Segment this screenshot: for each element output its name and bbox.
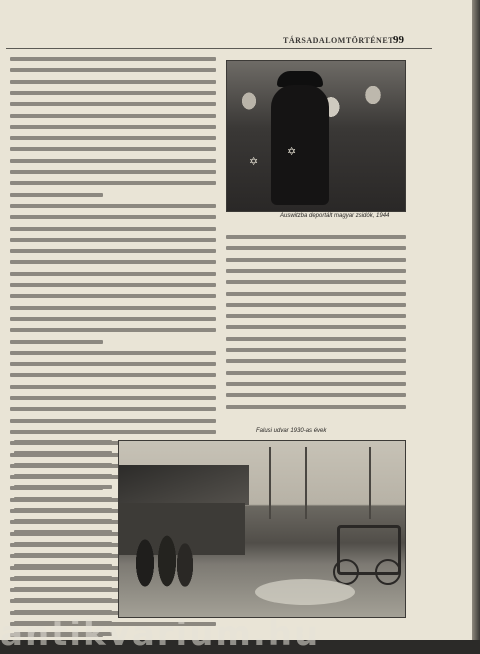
text-line: [10, 193, 103, 197]
star-badge-icon: ✡: [249, 155, 259, 168]
header-rule: [6, 48, 432, 49]
text-line: [10, 328, 216, 332]
text-line: [10, 102, 216, 106]
text-line: [14, 508, 112, 512]
text-line: [10, 373, 216, 377]
text-line: [226, 258, 406, 262]
text-line: [10, 125, 216, 129]
text-line: [10, 91, 216, 95]
text-line: [14, 463, 112, 467]
text-line: [10, 114, 216, 118]
text-line: [226, 393, 406, 397]
text-line: [10, 272, 216, 276]
text-line: [10, 181, 216, 185]
text-line: [226, 235, 406, 239]
text-line: [14, 576, 112, 580]
text-line: [226, 314, 406, 318]
text-line: [10, 159, 216, 163]
text-line: [10, 57, 216, 61]
text-line: [226, 337, 406, 341]
text-line: [10, 362, 216, 366]
text-line: [10, 147, 216, 151]
text-line: [10, 283, 216, 287]
text-line: [226, 325, 406, 329]
text-line: [10, 238, 216, 242]
text-line: [14, 598, 112, 602]
text-line: [10, 170, 216, 174]
page-number: 99: [393, 34, 404, 46]
text-line: [10, 68, 216, 72]
text-line: [10, 204, 216, 208]
tree: [305, 447, 307, 519]
photo2-caption: Falusi udvar 1930-as évek: [256, 428, 327, 434]
text-line: [14, 451, 112, 455]
villagers-group: [131, 527, 193, 589]
tree: [269, 447, 271, 519]
text-line: [226, 280, 406, 284]
cart-wheel: [375, 559, 401, 585]
text-line: [226, 382, 406, 386]
text-line: [10, 396, 216, 400]
text-line: [14, 497, 112, 501]
page-edge: [472, 0, 480, 640]
text-line: [10, 351, 216, 355]
text-line: [14, 485, 112, 489]
text-line: [226, 359, 406, 363]
text-line: [10, 385, 216, 389]
text-line: [10, 306, 216, 310]
village-yard-photo: [118, 440, 406, 618]
text-line: [10, 260, 216, 264]
text-line: [10, 317, 216, 321]
photo1-caption: Auswitzba deportált magyar zsidók, 1944: [280, 213, 390, 219]
text-line: [14, 530, 112, 534]
text-line: [14, 587, 112, 591]
text-line: [14, 564, 112, 568]
text-line: [14, 440, 112, 444]
text-line: [14, 610, 112, 614]
barn-roof: [119, 465, 249, 505]
text-line: [10, 294, 216, 298]
tree: [369, 447, 371, 519]
text-line: [10, 227, 216, 231]
text-line: [226, 348, 406, 352]
text-line: [226, 246, 406, 250]
text-line: [10, 249, 216, 253]
text-line: [226, 303, 406, 307]
deportation-photo: [226, 60, 406, 212]
text-line: [10, 340, 103, 344]
text-line: [14, 553, 112, 557]
text-line: [10, 136, 216, 140]
man-figure: [271, 85, 329, 205]
text-line: [14, 474, 112, 478]
text-line: [10, 80, 216, 84]
text-line: [10, 430, 216, 434]
text-line: [226, 371, 406, 375]
text-line: [10, 419, 216, 423]
puddle: [255, 579, 355, 605]
text-line: [10, 215, 216, 219]
star-badge-icon: ✡: [287, 145, 297, 158]
text-line: [226, 292, 406, 296]
text-line: [14, 519, 112, 523]
text-line: [226, 269, 406, 273]
text-line: [226, 405, 406, 409]
watermark: antikvarium.hu: [0, 614, 321, 654]
text-line: [14, 542, 112, 546]
running-head: TÁRSADALOMTÖRTÉNET: [283, 36, 394, 45]
text-line: [10, 407, 216, 411]
